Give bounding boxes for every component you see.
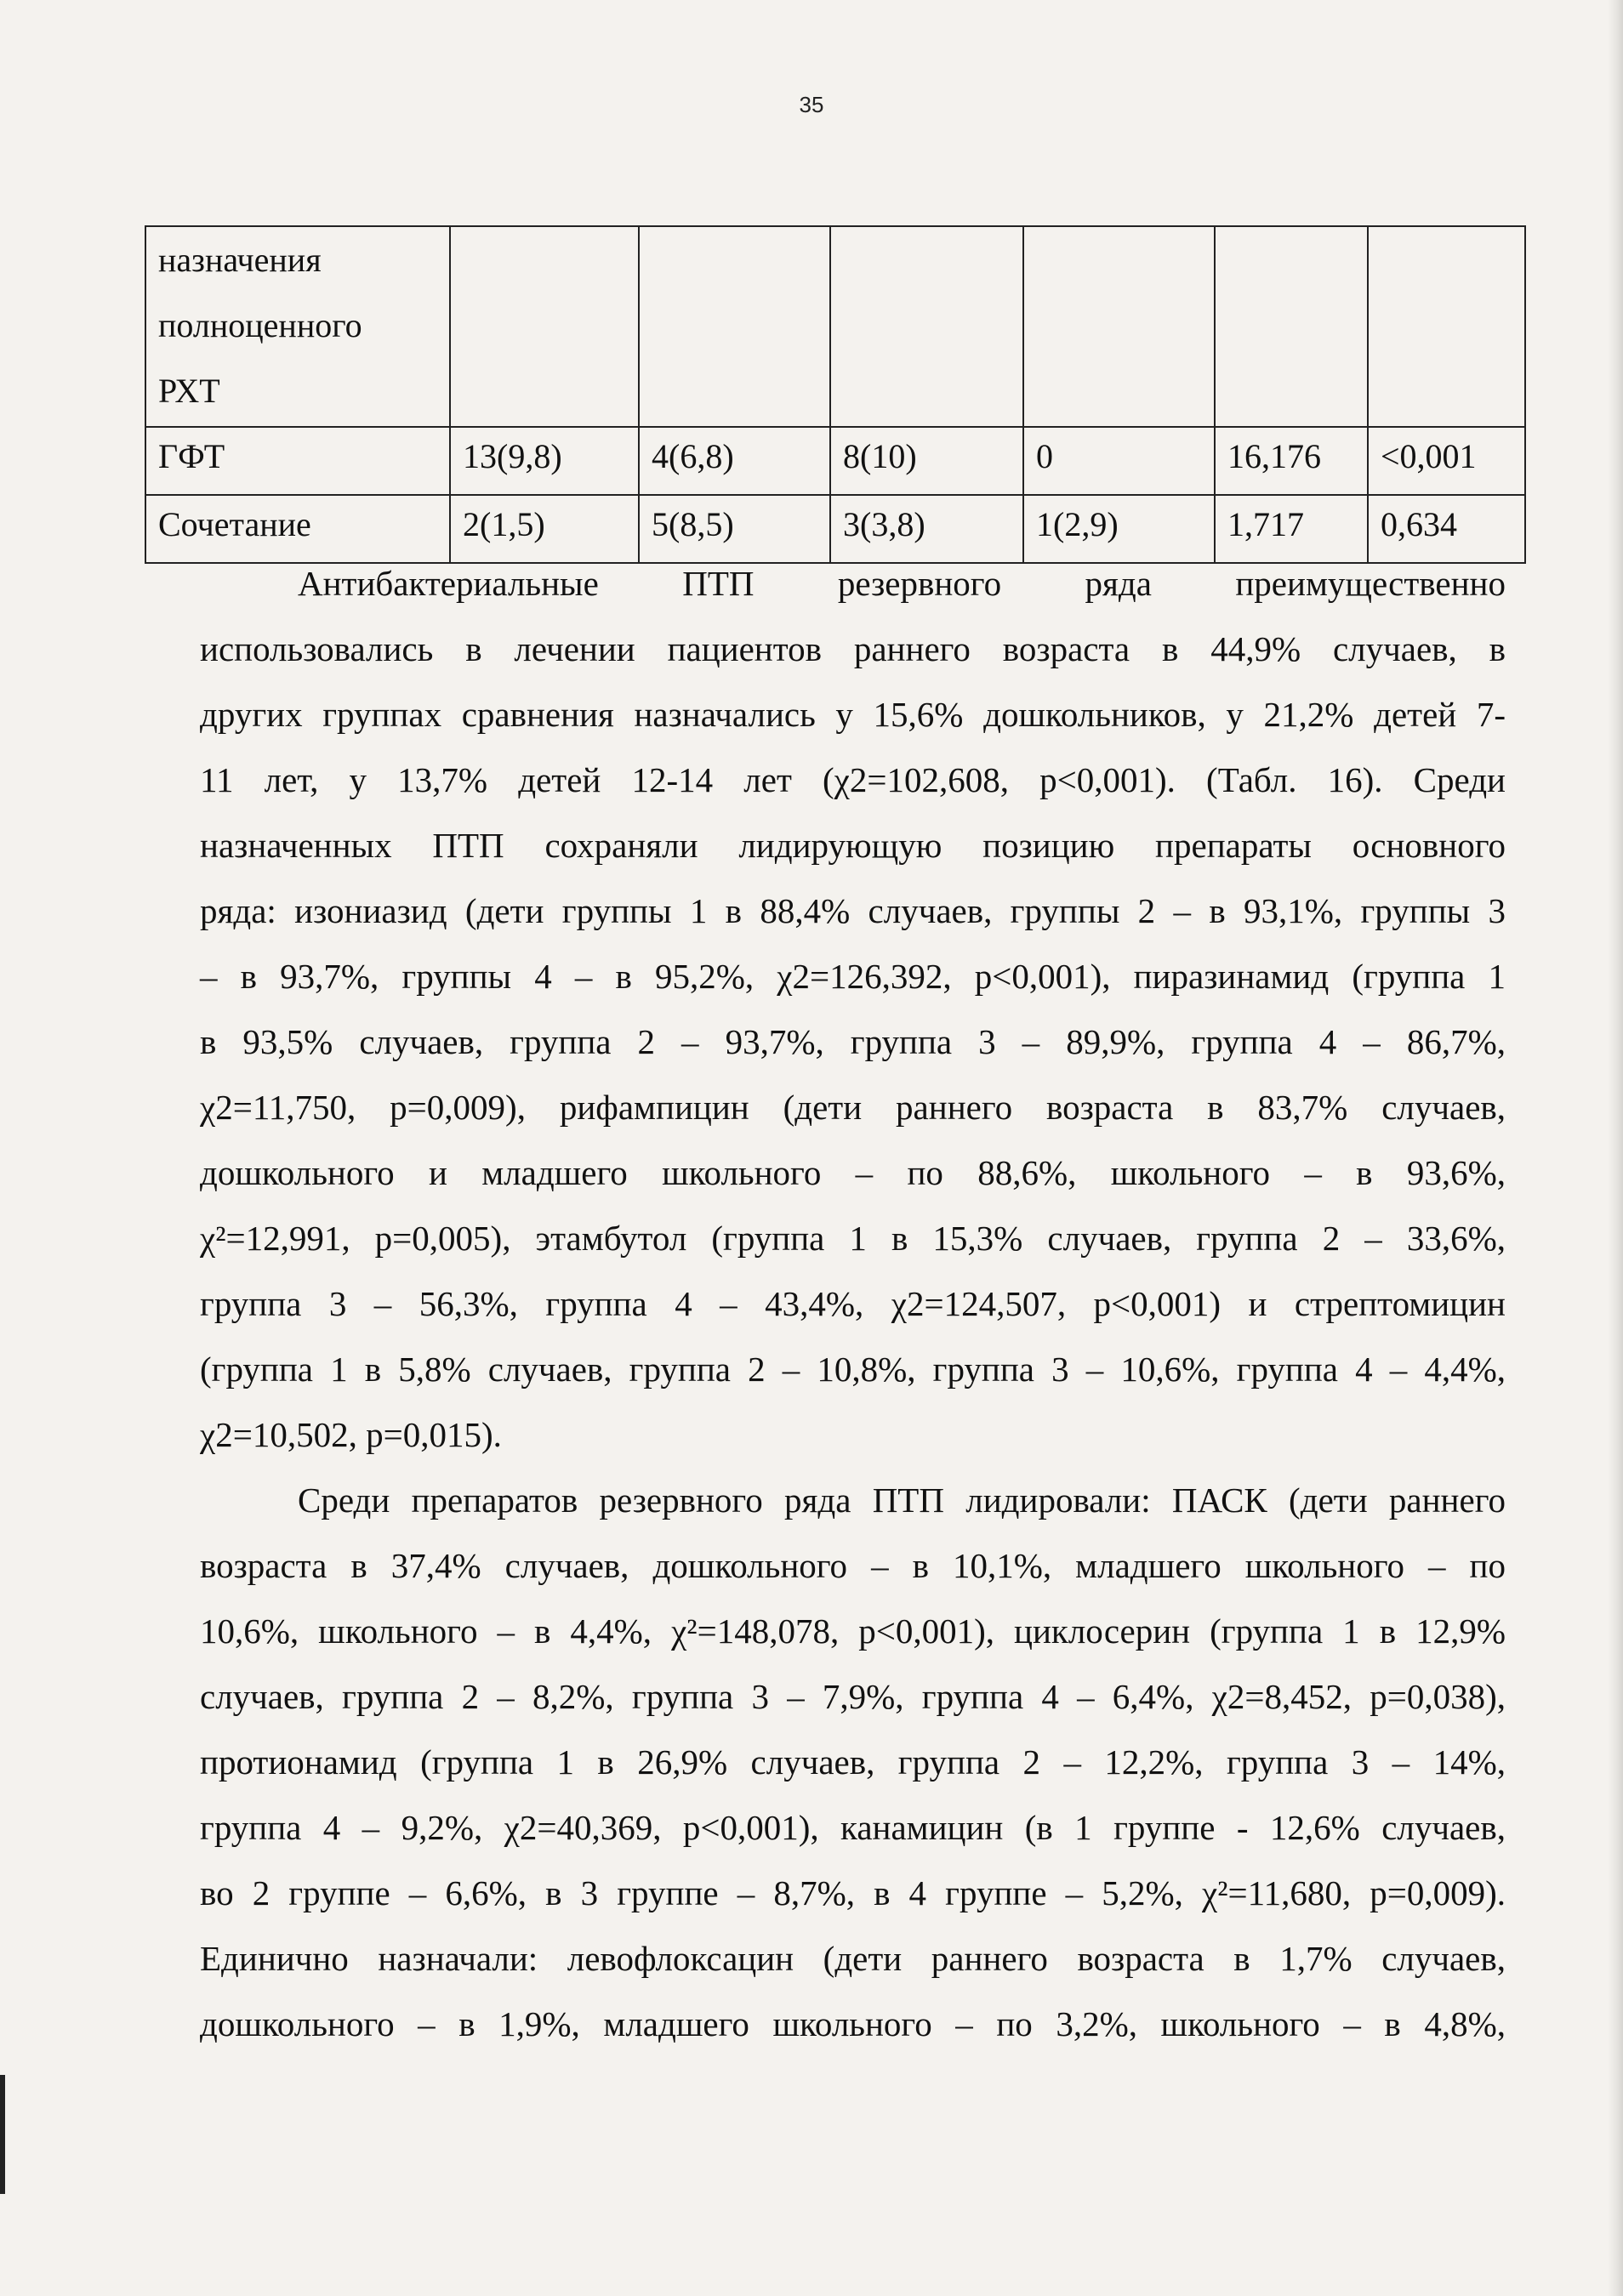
text-line: дошкольного – в 1,9%, младшего школьного – по 3,2%, школьного – в 4,8%, [200, 2004, 1506, 2043]
table-cell: 1(2,9) [1023, 495, 1215, 563]
table-cell: <0,001 [1368, 427, 1525, 495]
table-cell: 3(3,8) [830, 495, 1023, 563]
row-label-line: назначения [158, 241, 322, 279]
table-cell: 8(10) [830, 427, 1023, 495]
row-label: Сочетание [145, 495, 450, 563]
text-line: – в 93,7%, группы 4 – в 95,2%, χ2=126,392, p<0,001), пиразинамид (группа 1 [200, 957, 1506, 996]
text-line: возраста в 37,4% случаев, дошкольного – в 10,1%, младшего школьного – по [200, 1546, 1506, 1585]
table-cell: 4(6,8) [639, 427, 830, 495]
results-table [145, 225, 1526, 564]
text-line: использовались в лечении пациентов раннего возраста в 44,9% случаев, в [200, 629, 1506, 668]
body-text [200, 551, 1506, 2057]
page-number: 35 [799, 92, 824, 117]
table-cell: 0,634 [1368, 495, 1525, 563]
paragraph [200, 1468, 1506, 2057]
table-row [145, 427, 1525, 495]
text-line: (группа 1 в 5,8% случаев, группа 2 – 10,8%, группа 3 – 10,6%, группа 4 – 4,4%, [200, 1350, 1506, 1389]
table-cell [830, 226, 1023, 427]
scan-mark [0, 2075, 5, 2194]
table-cell [1215, 226, 1368, 427]
text-line: группа 4 – 9,2%, χ2=40,369, p<0,001), канамицин (в 1 группе - 12,6% случаев, [200, 1808, 1506, 1847]
table-cell [1023, 226, 1215, 427]
row-label-line: РХТ [158, 372, 220, 410]
row-label [145, 226, 450, 427]
table-cell: 16,176 [1215, 427, 1368, 495]
text-line: протионамид (группа 1 в 26,9% случаев, группа 2 – 12,2%, группа 3 – 14%, [200, 1742, 1506, 1782]
table-cell [450, 226, 639, 427]
table-cell [1368, 226, 1525, 427]
table-cell: 2(1,5) [450, 495, 639, 563]
table-row [145, 226, 1525, 427]
text-line: χ2=10,502, p=0,015). [200, 1415, 502, 1454]
text-line: дошкольного и младшего школьного – по 88,6%, школьного – в 93,6%, [200, 1153, 1506, 1192]
text-line: 11 лет, у 13,7% детей 12-14 лет (χ2=102,608, p<0,001). (Табл. 16). Среди [200, 760, 1506, 799]
text-line: Единично назначали: левофлоксацин (дети раннего возраста в 1,7% случаев, [200, 1939, 1506, 1978]
text-line: назначенных ПТП сохраняли лидирующую позицию препараты основного [200, 826, 1506, 865]
text-line: во 2 группе – 6,6%, в 3 группе – 8,7%, в 4 группе – 5,2%, χ²=11,680, p=0,009). [200, 1873, 1506, 1912]
table-cell: 0 [1023, 427, 1215, 495]
scan-edge [1608, 0, 1623, 2296]
table-cell: 5(8,5) [639, 495, 830, 563]
row-label: ГФТ [145, 427, 450, 495]
text-line: случаев, группа 2 – 8,2%, группа 3 – 7,9%, группа 4 – 6,4%, χ2=8,452, p=0,038), [200, 1677, 1506, 1716]
table-cell: 13(9,8) [450, 427, 639, 495]
text-line: группа 3 – 56,3%, группа 4 – 43,4%, χ2=124,507, p<0,001) и стрептомицин [200, 1284, 1506, 1323]
text-line: в 93,5% случаев, группа 2 – 93,7%, группа 3 – 89,9%, группа 4 – 86,7%, [200, 1022, 1506, 1061]
text-line: Среди препаратов резервного ряда ПТП лидировали: ПАСК (дети раннего [298, 1480, 1506, 1520]
text-line: других группах сравнения назначались у 15,6% дошкольников, у 21,2% детей 7- [200, 695, 1506, 734]
table-cell [639, 226, 830, 427]
text-line: 10,6%, школьного – в 4,4%, χ²=148,078, p<0,001), циклосерин (группа 1 в 12,9% [200, 1611, 1506, 1651]
text-line: χ2=11,750, p=0,009), рифампицин (дети раннего возраста в 83,7% случаев, [200, 1088, 1506, 1127]
text-line: χ²=12,991, p=0,005), этамбутол (группа 1 в 15,3% случаев, группа 2 – 33,6%, [200, 1219, 1506, 1258]
row-label-line: полноценного [158, 306, 362, 344]
text-line: ряда: изониазид (дети группы 1 в 88,4% случаев, группы 2 – в 93,1%, группы 3 [200, 891, 1506, 930]
text-line: Антибактериальные ПТП резервного ряда преимущественно [298, 564, 1506, 603]
table-cell: 1,717 [1215, 495, 1368, 563]
paragraph [200, 551, 1506, 1468]
